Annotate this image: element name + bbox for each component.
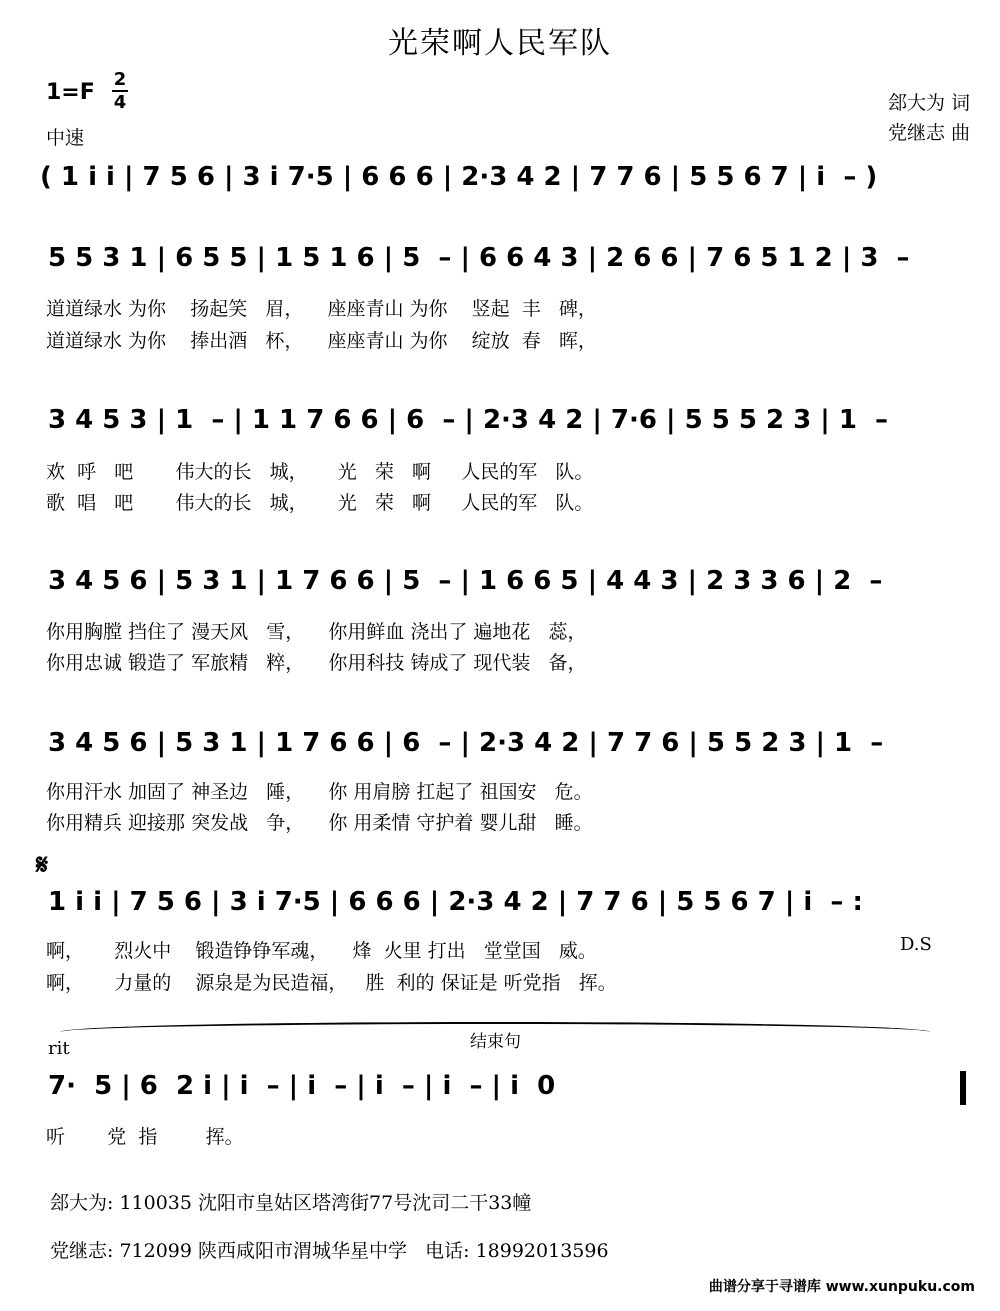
lyric-verse-1: 你用汗水 加固了 神圣边 陲， 你 用肩膀 扛起了 祖国安 危。 xyxy=(46,781,593,803)
lyric-verse-1: 欢 呼 吧 伟大的长 城， 光 荣 啊 人民的军 队。 xyxy=(46,461,594,483)
notes-line: 1 i i | 7 5 6 | 3 i 7·5 | 6 6 6 | 2·3 4 2 | 7 7 6 | 5 5 6 7 | i – : xyxy=(48,887,863,917)
lyric-verse-2: 你用精兵 迎接那 突发战 争， 你 用柔情 守护着 婴儿甜 睡。 xyxy=(46,812,593,834)
song-title: 光荣啊人民军队 xyxy=(388,26,612,61)
lyric-verse-1: 你用胸膛 挡住了 漫天风 雪， 你用鲜血 浇出了 遍地花 蕊， xyxy=(46,621,587,643)
score-system-7 xyxy=(0,1071,1000,1111)
time-signature xyxy=(112,70,128,112)
lyric-verse-2: 歌 唱 吧 伟大的长 城， 光 荣 啊 人民的军 队。 xyxy=(46,492,594,514)
lyric-verse-2: 啊， 力量的 源泉是为民造福， 胜 利的 保证是 听党指 挥。 xyxy=(46,972,617,994)
notes-line: ( 1 i i | 7 5 6 | 3 i 7·5 | 6 6 6 | 2·3 4 2 | 7 7 6 | 5 5 6 7 | i – ) xyxy=(40,162,878,192)
tempo-marking: 中速 xyxy=(46,127,85,149)
segno-sign: 𝄋 xyxy=(36,848,49,881)
score-system-6 xyxy=(0,887,1000,927)
notes-line: 3 4 5 3 | 1 – | 1 1 7 6 6 | 6 – | 2·3 4 2 | 7·6 | 5 5 5 2 3 | 1 – xyxy=(48,405,889,435)
score-system-4 xyxy=(0,566,1000,606)
composer-address: 党继志: 712099 陕西咸阳市渭城华星中学 电话: 18992013596 xyxy=(50,1240,609,1262)
source-credit: 曲谱分享于寻谱库 www.xunpuku.com xyxy=(708,1279,975,1295)
notes-line: 7· 5 | 6 2 i | i – | i – | i – | i – | i 0 xyxy=(48,1071,556,1101)
score-system-1 xyxy=(0,162,1000,202)
composer-credit: 党继志 曲 xyxy=(887,122,970,144)
lyric-final: 听 党 指 挥。 xyxy=(46,1126,244,1148)
notes-line: 3 4 5 6 | 5 3 1 | 1 7 6 6 | 5 – | 1 6 6 5 | 4 4 3 | 2 3 3 6 | 2 – xyxy=(48,566,883,596)
lyric-verse-2: 道道绿水 为你 捧出酒 杯， 座座青山 为你 绽放 春 晖， xyxy=(46,330,597,352)
lyricist-credit: 郐大为 词 xyxy=(887,92,970,114)
lyric-verse-1: 啊， 烈火中 锻造铮铮军魂， 烽 火里 打出 堂堂国 威。 xyxy=(46,940,597,962)
rit-marking: rit xyxy=(48,1038,70,1059)
notes-line: 5 5 3 1 | 6 5 5 | 1 5 1 6 | 5 – | 6 6 4 3 | 2 6 6 | 7 6 5 1 2 | 3 – xyxy=(48,243,910,273)
final-barline xyxy=(960,1071,966,1105)
time-signature-bottom: 4 xyxy=(113,92,127,113)
ending-label: 结束句 xyxy=(470,1032,521,1052)
time-signature-top: 2 xyxy=(113,69,127,90)
lyricist-address: 郐大为: 110035 沈阳市皇姑区塔湾街77号沈司二干33幢 xyxy=(50,1192,532,1214)
ds-mark: D.S xyxy=(900,934,932,955)
score-system-2 xyxy=(0,243,1000,283)
lyric-verse-1: 道道绿水 为你 扬起笑 眉， 座座青山 为你 竖起 丰 碑， xyxy=(46,298,597,320)
notes-line: 3 4 5 6 | 5 3 1 | 1 7 6 6 | 6 – | 2·3 4 2 | 7 7 6 | 5 5 2 3 | 1 – xyxy=(48,728,884,758)
key-signature: 1=F xyxy=(46,80,95,105)
score-system-5 xyxy=(0,728,1000,768)
score-system-3 xyxy=(0,405,1000,445)
lyric-verse-2: 你用忠诚 锻造了 军旅精 粹， 你用科技 铸成了 现代装 备， xyxy=(46,652,587,674)
